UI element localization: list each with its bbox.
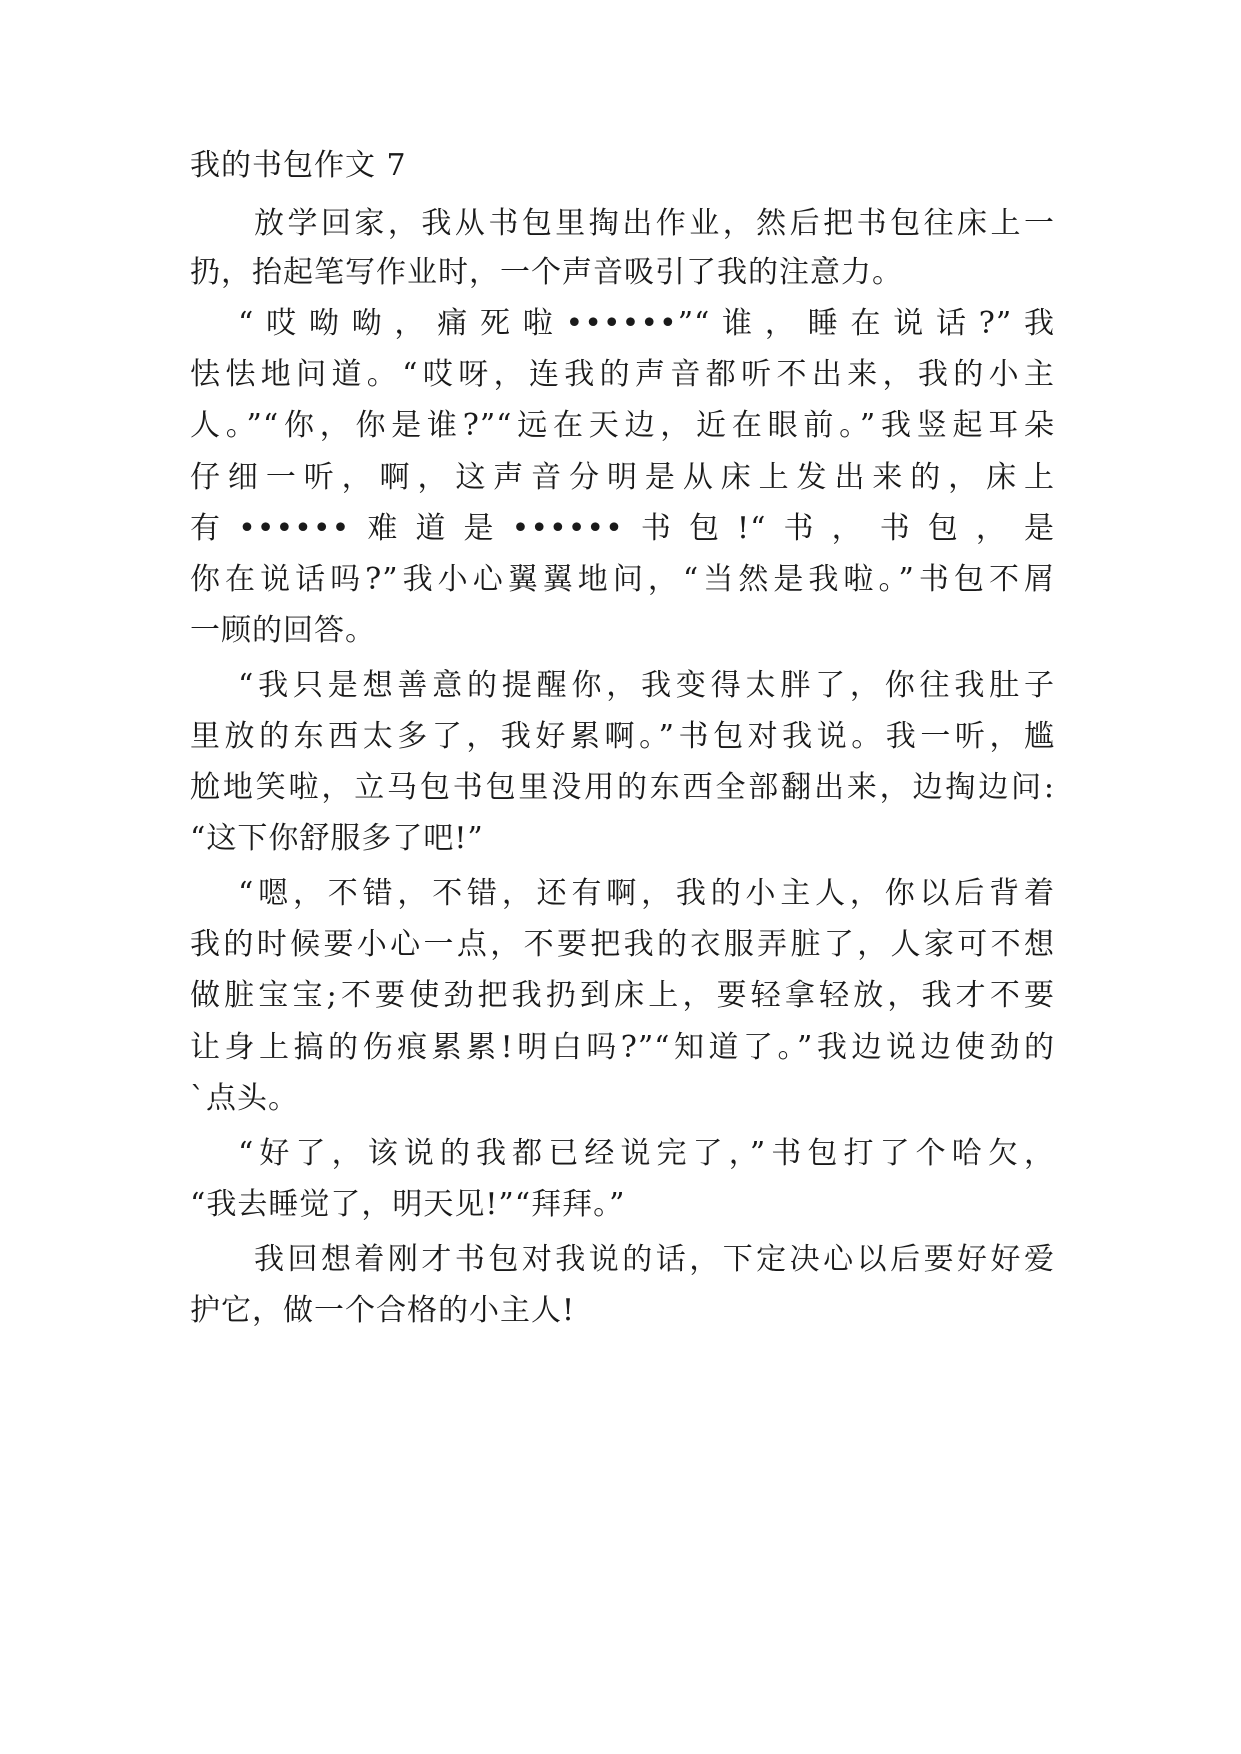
paragraph-line: “哎呦呦，痛死啦••••••”“谁，睡在说话?”我 xyxy=(238,306,1055,341)
paragraph-line: 一顾的回答。 xyxy=(190,613,376,648)
paragraph-line: 让身上搞的伤痕累累!明白吗?”“知道了。”我边说边使劲的 xyxy=(190,1030,1055,1065)
paragraph-line: 有••••••难道是••••••书包!“书，书包，是 xyxy=(190,511,1055,546)
paragraph-line: 人。”“你，你是谁?”“远在天边，近在眼前。”我竖起耳朵 xyxy=(190,408,1055,443)
paragraph-line: 我的时候要小心一点，不要把我的衣服弄脏了，人家可不想 xyxy=(190,927,1055,962)
paragraph-line: “这下你舒服多了吧!” xyxy=(190,821,484,856)
document-title: 我的书包作文 7 xyxy=(190,148,407,183)
paragraph-line: “我只是想善意的提醒你，我变得太胖了，你往我肚子 xyxy=(238,668,1055,703)
paragraph-line: 你在说话吗?”我小心翼翼地问，“当然是我啦。”书包不屑 xyxy=(190,562,1055,597)
paragraph-line: 我回想着刚才书包对我说的话，下定决心以后要好好爱 xyxy=(254,1242,1055,1277)
paragraph-line: “好了，该说的我都已经说完了，”书包打了个哈欠， xyxy=(238,1136,1055,1171)
paragraph-line: `点头。 xyxy=(190,1081,299,1116)
paragraph-line: 放学回家，我从书包里掏出作业，然后把书包往床上一 xyxy=(254,206,1055,241)
paragraph-line: 里放的东西太多了，我好累啊。”书包对我说。我一听，尴 xyxy=(190,719,1055,754)
paragraph-line: “嗯，不错，不错，还有啊，我的小主人，你以后背着 xyxy=(238,876,1055,911)
paragraph-line: 做脏宝宝;不要使劲把我扔到床上，要轻拿轻放，我才不要 xyxy=(190,978,1055,1013)
paragraph-line: 尬地笑啦，立马包书包里没用的东西全部翻出来，边掏边问: xyxy=(190,770,1055,805)
paragraph-line: 护它，做一个合格的小主人! xyxy=(190,1293,576,1328)
paragraph-line: 仔细一听，啊，这声音分明是从床上发出来的，床上 xyxy=(190,460,1055,495)
paragraph-line: 扔，抬起笔写作业时，一个声音吸引了我的注意力。 xyxy=(190,255,903,290)
paragraph-line: 怯怯地问道。“哎呀，连我的声音都听不出来，我的小主 xyxy=(190,357,1055,392)
paragraph-line: “我去睡觉了，明天见!”“拜拜。” xyxy=(190,1187,626,1222)
